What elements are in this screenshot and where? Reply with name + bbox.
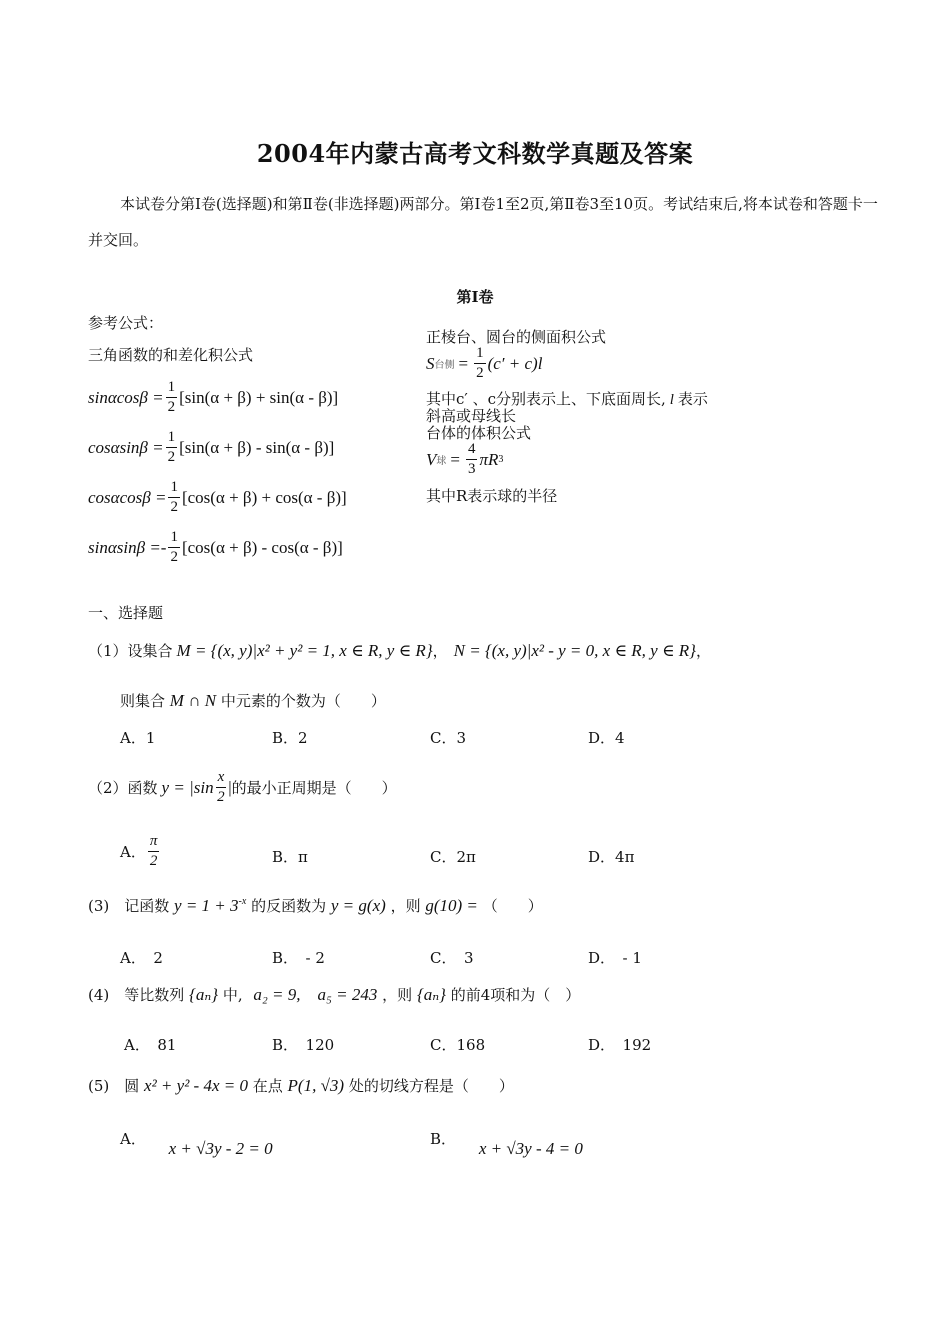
g10-expression: g(10) = <box>425 896 478 915</box>
circle-equation: x² + y² - 4x = 0 <box>144 1076 248 1095</box>
volume-exponent: 3 <box>498 454 504 465</box>
option-b-expression: x + √3y - 4 = 0 <box>478 1139 583 1158</box>
question-label: （2）函数 <box>88 779 158 797</box>
trig-formula <box>88 380 338 415</box>
half-fraction <box>166 380 178 415</box>
trig-formula <box>88 480 347 515</box>
question-label: (5) 圆 <box>88 1077 140 1095</box>
s-equals: = <box>458 353 469 373</box>
question-label: (3) 记函数 <box>88 897 170 915</box>
formula-sign: - <box>160 537 167 557</box>
formula-lhs: sinαcosβ = <box>88 387 164 407</box>
fraction-denominator: 2 <box>167 399 176 415</box>
formula-lhs: cosαsinβ = <box>88 437 164 457</box>
trig-formula-heading: 三角函数的和差化积公式 <box>88 346 254 364</box>
function-expression: y = |sin <box>161 777 214 797</box>
question-5 <box>88 1075 514 1096</box>
fraction-denominator: 2 <box>170 549 178 565</box>
set-n-expression: N = {(x, y)|x² - y = 0, x ∈ R, y ∈ R} <box>453 640 696 660</box>
half-fraction <box>168 480 180 515</box>
reference-formula-label: 参考公式： <box>88 314 164 332</box>
fraction-denominator: 2 <box>476 365 484 381</box>
option-d[interactable]: D． - 1 <box>588 949 642 967</box>
note-text: 其中c′ 、c分别表示上、下底面周长, <box>426 390 666 408</box>
question-text: 处的切线方程是（ ） <box>348 1077 514 1095</box>
point-expression: P(1, √3) <box>287 1076 345 1095</box>
lateral-area-rhs: (c′ + c)l <box>487 353 543 373</box>
abs-bar: | <box>228 777 232 797</box>
set-m-expression: M = {(x, y)|x² + y² = 1, x ∈ R, y ∈ R} <box>176 640 433 660</box>
lateral-area-note-line2: 斜高或母线长 <box>426 407 517 425</box>
volume-fraction <box>466 442 478 477</box>
lateral-area-heading: 正棱台、圆台的侧面积公式 <box>426 328 607 346</box>
option-b[interactable]: B．2 <box>272 729 308 747</box>
volume-heading: 台体的体积公式 <box>426 424 532 442</box>
intro-paragraph: 本试卷分第Ⅰ卷(选择题)和第Ⅱ卷(非选择题)两部分。第Ⅰ卷1至2页,第Ⅱ卷3至10页。考试结束后,将本试卷和答题卡一并交回。 <box>88 195 878 249</box>
question-label: (4) 等比数列 <box>88 986 185 1004</box>
question-text: 中元素的个数为（ ） <box>220 692 386 710</box>
fraction-numerator: x <box>216 770 227 788</box>
option-c[interactable]: C．3 <box>430 729 467 747</box>
s-symbol: S <box>426 353 435 373</box>
fraction-numerator: 1 <box>168 530 180 548</box>
question-1-line2 <box>120 690 386 711</box>
question-3 <box>88 895 543 916</box>
inverse-function: y = g(x) <box>330 896 386 915</box>
fraction-numerator: 4 <box>466 442 478 460</box>
option-a[interactable] <box>120 1128 273 1158</box>
formula-rhs: [cos(α + β) - cos(α - β)] <box>181 537 343 557</box>
comma: ， <box>432 642 448 660</box>
option-b[interactable]: C．2π <box>430 848 476 866</box>
option-d[interactable]: D． 192 <box>588 1036 652 1054</box>
fraction-numerator: π <box>148 834 160 852</box>
fraction-denominator: 2 <box>149 853 158 869</box>
sequence-symbol: {aₙ} <box>189 985 219 1004</box>
s-subscript: 台侧 <box>434 360 455 371</box>
option-a[interactable]: A． 81 <box>124 1036 177 1054</box>
question-1 <box>88 640 711 661</box>
question-text: 的前4项和为（ ） <box>450 986 581 1004</box>
v-equals: = <box>450 449 460 469</box>
option-a[interactable]: A． 2 <box>120 949 163 967</box>
sequence-symbol: {aₙ} <box>416 985 446 1004</box>
question-text: 则集合 <box>120 692 166 710</box>
question-2 <box>88 770 397 805</box>
fraction-denominator: 2 <box>170 499 178 515</box>
option-a[interactable]: B．π <box>272 848 308 866</box>
half-fraction <box>474 346 486 381</box>
option-d[interactable]: D．4 <box>588 729 625 747</box>
lateral-area-formula <box>426 346 542 381</box>
option-label: A． <box>120 1130 146 1148</box>
sequence-terms: a₂ = 9, a₅ = 243 <box>253 985 378 1004</box>
intersection-expression: M ∩ N <box>169 691 217 710</box>
section-heading: 一、选择题 <box>88 604 164 622</box>
fraction-denominator: 3 <box>467 461 476 477</box>
question-text: ，则 <box>390 897 421 915</box>
option-a[interactable]: A．1 <box>120 729 156 747</box>
pi-over-2-fraction <box>148 834 160 869</box>
formula-lhs: sinαsinβ = <box>88 537 161 557</box>
option-b[interactable]: B． - 2 <box>272 949 325 967</box>
note-text-tail: 表示 <box>677 390 708 408</box>
volume-note: 其中R表示球的半径 <box>426 487 558 505</box>
fraction-denominator: 2 <box>167 449 176 465</box>
option-label: B． <box>430 1130 457 1148</box>
formula-lhs: cosαcosβ = <box>88 487 167 507</box>
question-text: ，则 <box>382 986 413 1004</box>
v-symbol: V <box>426 449 437 469</box>
option-a[interactable] <box>120 834 161 869</box>
question-text: 的反函数为 <box>251 897 327 915</box>
question-text: 在点 <box>252 1077 283 1095</box>
fraction-numerator: 1 <box>166 430 178 448</box>
function-expression: y = 1 + 3 <box>174 896 239 915</box>
option-a-expression: x + √3y - 2 = 0 <box>168 1139 273 1158</box>
volume-rhs: πR <box>479 449 499 469</box>
trig-formula <box>88 530 343 565</box>
half-fraction <box>168 530 180 565</box>
option-c[interactable]: D．4π <box>588 848 635 866</box>
exponent: -x <box>238 896 247 907</box>
x-over-2-fraction <box>216 770 227 805</box>
question-text: （ ） <box>482 897 543 915</box>
fraction-numerator: 1 <box>474 346 486 364</box>
fraction-denominator: 2 <box>217 789 225 805</box>
fraction-numerator: 1 <box>166 380 178 398</box>
option-b[interactable]: B． 120 <box>272 1036 335 1054</box>
formula-rhs: [sin(α + β) + sin(α - β)] <box>179 387 339 407</box>
option-b[interactable] <box>430 1128 583 1158</box>
half-fraction <box>166 430 178 465</box>
fraction-numerator: 1 <box>168 480 180 498</box>
question-text: 的最小正周期是（ ） <box>231 779 397 797</box>
note-l-symbol: l <box>669 392 674 408</box>
formula-rhs: [sin(α + β) - sin(α - β)] <box>179 437 335 457</box>
option-c[interactable]: C．168 <box>430 1036 486 1054</box>
v-subscript: 球 <box>436 456 447 467</box>
option-c[interactable]: C． 3 <box>430 949 474 967</box>
question-4 <box>88 980 580 1005</box>
formula-rhs: [cos(α + β) + cos(α - β)] <box>181 487 347 507</box>
trig-formula <box>88 430 334 465</box>
question-label: （1）设集合 <box>88 642 173 660</box>
part1-heading: 第Ⅰ卷 <box>456 288 494 306</box>
comma: ， <box>695 642 711 660</box>
option-label: A． <box>120 843 146 861</box>
page-title: 2004年内蒙古高考文科数学真题及答案 <box>256 139 694 168</box>
question-text: 中, <box>222 986 243 1004</box>
volume-formula <box>426 442 503 477</box>
